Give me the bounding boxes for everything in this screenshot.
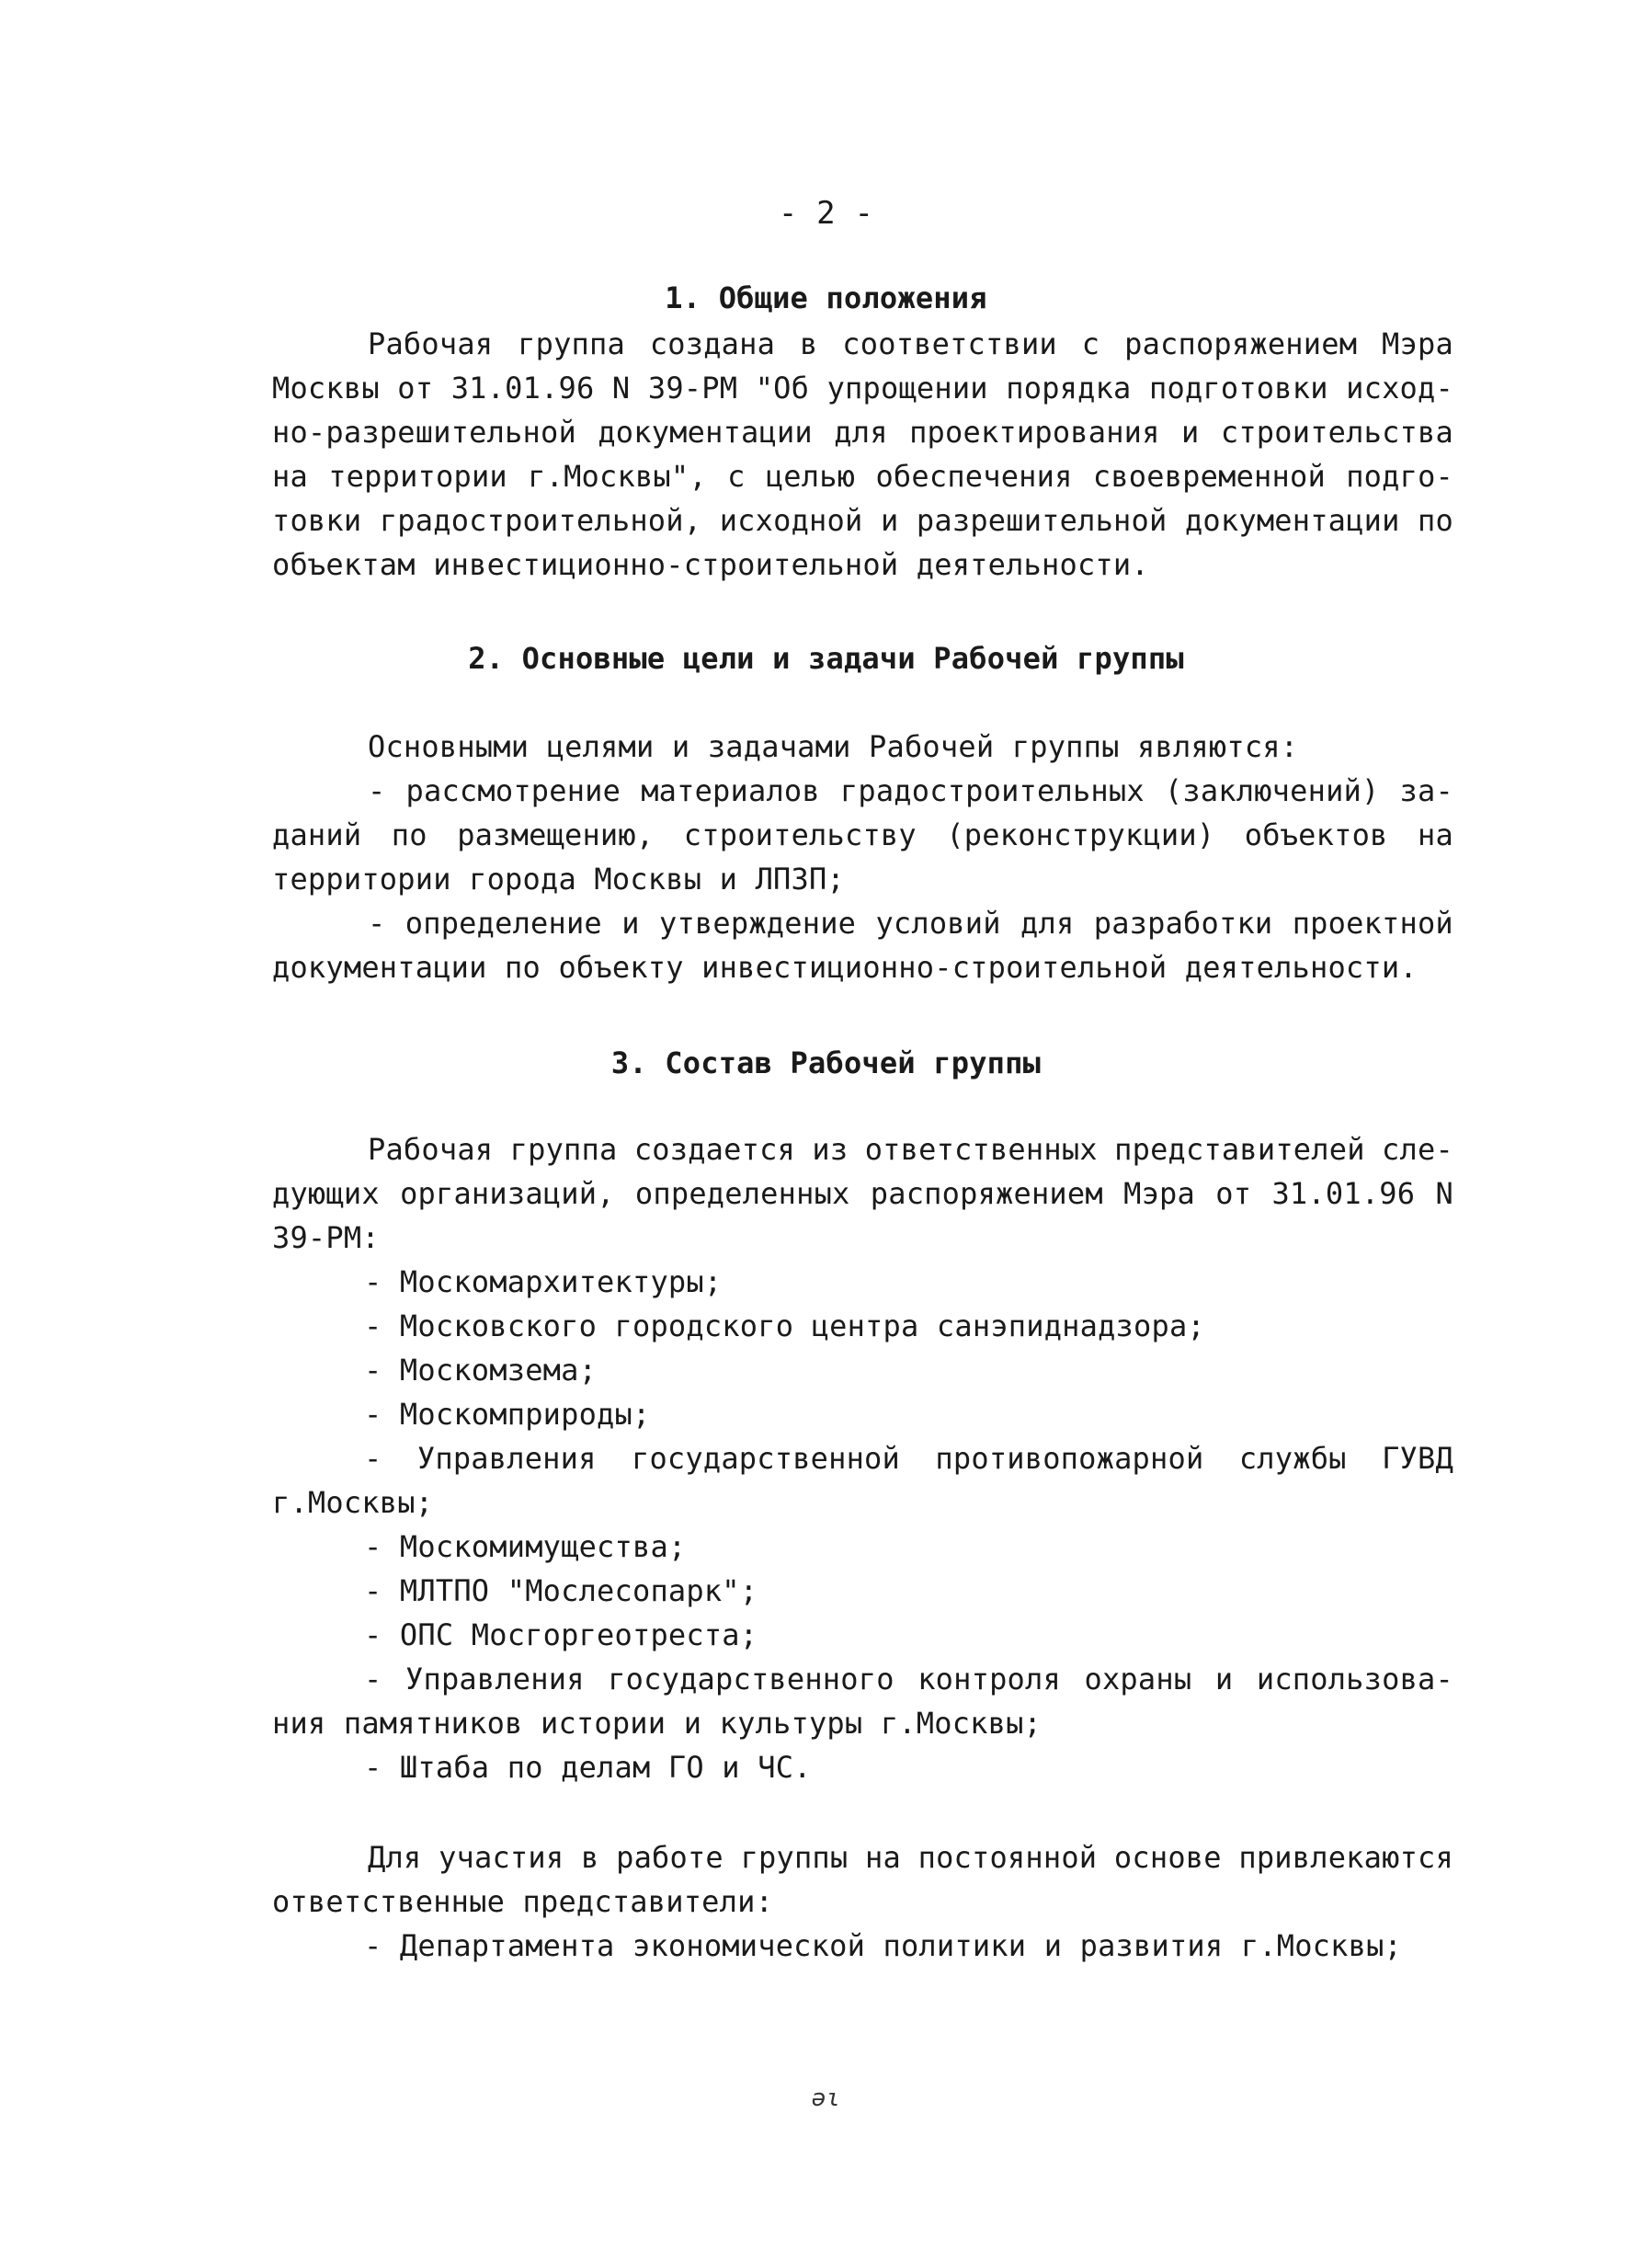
section-1-heading: 1. Общие положения: [665, 280, 987, 315]
section-3-list-item: - МЛТПО "Мослесопарк";: [364, 1573, 758, 1608]
section-3-paragraph-line: Для участия в работе группы на постоянной основе привлекаются: [368, 1840, 1453, 1875]
section-3-list-item: - Департамента экономической политики и развития г.Москвы;: [364, 1928, 1403, 1963]
section-3-line-1: Рабочая группа создается из ответственных представителей сле-: [368, 1132, 1453, 1167]
section-1-line-1: Рабочая группа создана в соответствии с распоряжением Мэра: [368, 326, 1453, 361]
section-1-line-5: товки градостроительной, исходной и разрешительной документации по: [272, 503, 1453, 538]
section-3-heading: 3. Состав Рабочей группы: [610, 1045, 1042, 1080]
section-1-line-3: но-разрешительной документации для проектирования и строительства: [272, 415, 1453, 450]
section-3-list-item: - Москомимущества;: [364, 1529, 687, 1564]
page-number: - 2 -: [778, 195, 874, 232]
section-2-line-6: документации по объекту инвестиционно-строительной деятельности.: [272, 950, 1418, 985]
section-3-paragraph-line: ответственные представители:: [272, 1884, 774, 1919]
section-1-line-6: объектам инвестиционно-строительной деятельности.: [272, 547, 1149, 582]
section-3-list-item: - ОПС Мосгоргеотреста;: [364, 1617, 758, 1652]
section-2-heading: 2. Основные цели и задачи Рабочей группы: [468, 641, 1184, 676]
section-3-list-item-continuation: ния памятников истории и культуры г.Москвы;: [272, 1706, 1042, 1741]
section-3-list-item: - Московского городского центра санэпиднадзора;: [364, 1308, 1205, 1343]
section-3-list-item: - Москомзема;: [364, 1353, 598, 1388]
section-3-list-item: - Москомархитектуры;: [364, 1264, 723, 1299]
section-2-line-4: территории города Москвы и ЛПЗП;: [272, 862, 845, 897]
section-2-line-5: - определение и утверждение условий для разработки проектной: [368, 906, 1453, 941]
section-2-line-2: - рассмотрение материалов градостроительных (заключений) за-: [368, 773, 1453, 808]
section-1-line-2: Москвы от 31.01.96 N 39-РМ "Об упрощении порядка подготовки исход-: [272, 371, 1453, 406]
section-3-list-item: - Управления государственного контроля охраны и использова-: [364, 1662, 1453, 1696]
section-3-list-item: - Управления государственной противопожарной службы ГУВД: [364, 1441, 1453, 1476]
section-1-line-4: на территории г.Москвы", с целью обеспечения своевременной подго-: [272, 459, 1453, 494]
footer-handwritten-mark: ǝɩ: [811, 2085, 841, 2112]
section-3-list-item: - Москомприроды;: [364, 1397, 651, 1432]
section-3-list-item: - Штаба по делам ГО и ЧС.: [364, 1750, 812, 1785]
section-2-line-1: Основными целями и задачами Рабочей группы являются:: [368, 729, 1299, 764]
section-2-line-3: даний по размещению, строительству (реконструкции) объектов на: [272, 817, 1453, 852]
section-3-line-2: дующих организаций, определенных распоряжением Мэра от 31.01.96 N: [272, 1176, 1453, 1211]
section-3-line-3: 39-РМ:: [272, 1220, 380, 1255]
section-3-list-item-continuation: г.Москвы;: [272, 1485, 434, 1520]
